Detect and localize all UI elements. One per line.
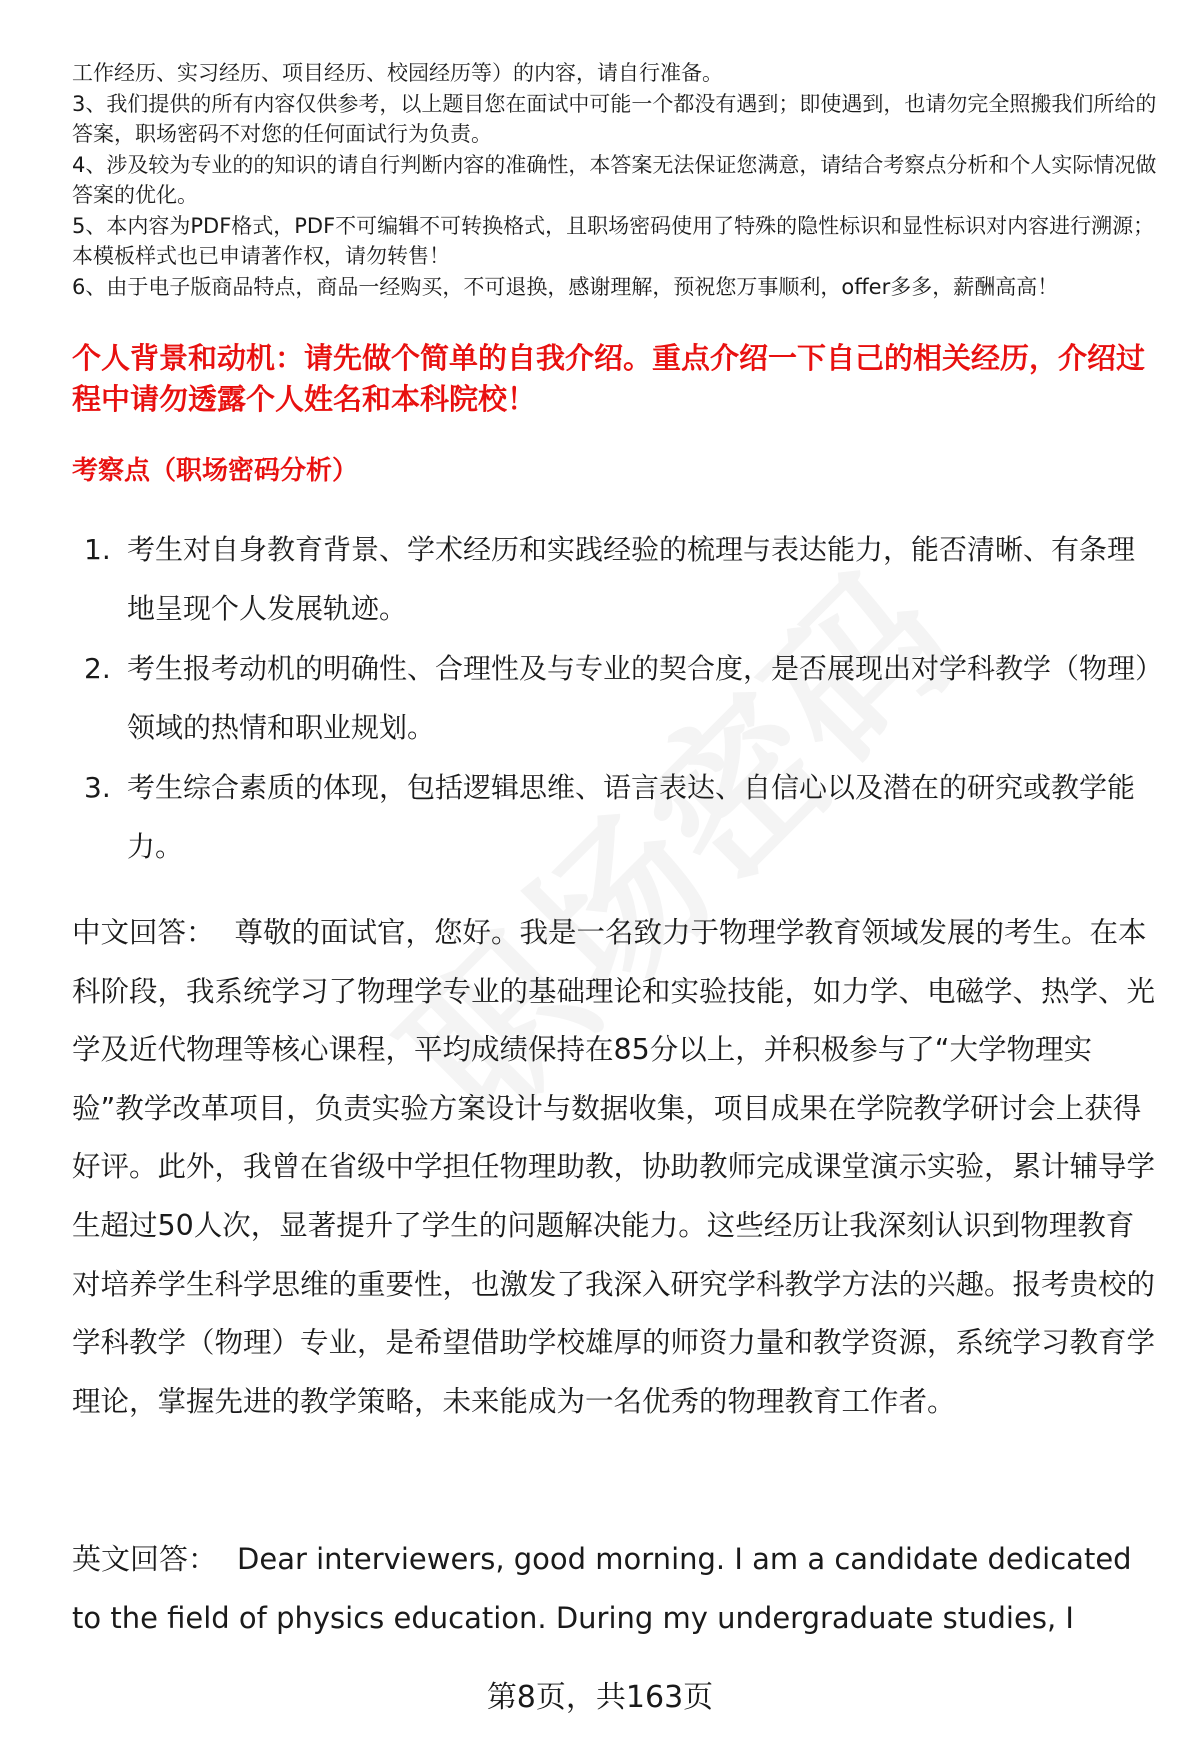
- list-text: 考生综合素质的体现，包括逻辑思维、语言表达、自信心以及潜在的研究或教学能力。: [127, 771, 1136, 863]
- chinese-answer-text: 尊敬的面试官，您好。我是一名致力于物理学教育领域发展的考生。在本科阶段，我系统学习了物理学专业的基础理论和实验技能，如力学、电磁学、热学、光学及近代物理等核心课程，平均成绩保持在85分以上，并积极参与了“大学物理实验”教学改革项目，负责实验方案设计与数据收集，项目成果在学院教学研讨会上获得好评。此外，我曾在省级中学担任物理助教，协助教师完成课堂演示实验，累计辅导学生超过50人次，显著提升了学生的问题解决能力。这些经历让我深刻认识到物理教育对培养学生科学思维的重要性，也激发了我深入研究学科教学方法的兴趣。报考贵校的学科教学（物理）专业，是希望借助学校雄厚的师资力量和教学资源，系统学习教育学理论，掌握先进的教学策略，未来能成为一名优秀的物理教育工作者。: [72, 916, 1156, 1418]
- analysis-heading: 考察点（职场密码分析）: [72, 456, 359, 486]
- note-line: 6、由于电子版商品特点，商品一经购买，不可退换，感谢理解，预祝您万事顺利，offer多多，薪酬高高！: [72, 274, 1059, 299]
- english-answer: [72, 1530, 1158, 1648]
- notes-section: [72, 58, 1162, 302]
- note-line: 3、我们提供的所有内容仅供参考，以上题目您在面试中可能一个都没有遇到；即使遇到，也请勿完全照搬我们所给的答案，职场密码不对您的任何面试行为负责。: [72, 91, 1157, 146]
- note-line: 工作经历、实习经历、项目经历、校园经历等）的内容，请自行准备。: [72, 61, 723, 85]
- list-item: [72, 758, 1152, 876]
- chinese-answer: [72, 904, 1158, 1431]
- list-number: 1.: [84, 533, 111, 566]
- question-heading: 个人背景和动机：请先做个简单的自我介绍。重点介绍一下自己的相关经历，介绍过程中请勿透露个人姓名和本科院校！: [72, 341, 1146, 416]
- page-footer: 第8页，共163页: [486, 1680, 714, 1715]
- list-text: 考生对自身教育背景、学术经历和实践经验的梳理与表达能力，能否清晰、有条理地呈现个人发展轨迹。: [127, 533, 1136, 625]
- chinese-answer-label: 中文回答：: [72, 916, 215, 949]
- analysis-points: [72, 520, 1152, 877]
- english-answer-text: Dear interviewers, good morning. I am a candidate dedicated to the field of physics education. During my undergraduate studies, I: [72, 1542, 1132, 1635]
- note-line: 5、本内容为PDF格式，PDF不可编辑不可转换格式，且职场密码使用了特殊的隐性标识和显性标识对内容进行溯源；本模板样式也已申请著作权，请勿转售！: [72, 213, 1155, 268]
- list-item: [72, 520, 1152, 638]
- list-item: [72, 639, 1152, 757]
- note-line: 4、涉及较为专业的的知识的请自行判断内容的准确性，本答案无法保证您满意，请结合考察点分析和个人实际情况做答案的优化。: [72, 152, 1157, 207]
- list-text: 考生报考动机的明确性、合理性及与专业的契合度，是否展现出对学科教学（物理）领域的热情和职业规划。: [127, 652, 1150, 744]
- list-number: 3.: [84, 771, 111, 804]
- english-answer-label: 英文回答：: [72, 1542, 218, 1576]
- list-number: 2.: [84, 652, 111, 685]
